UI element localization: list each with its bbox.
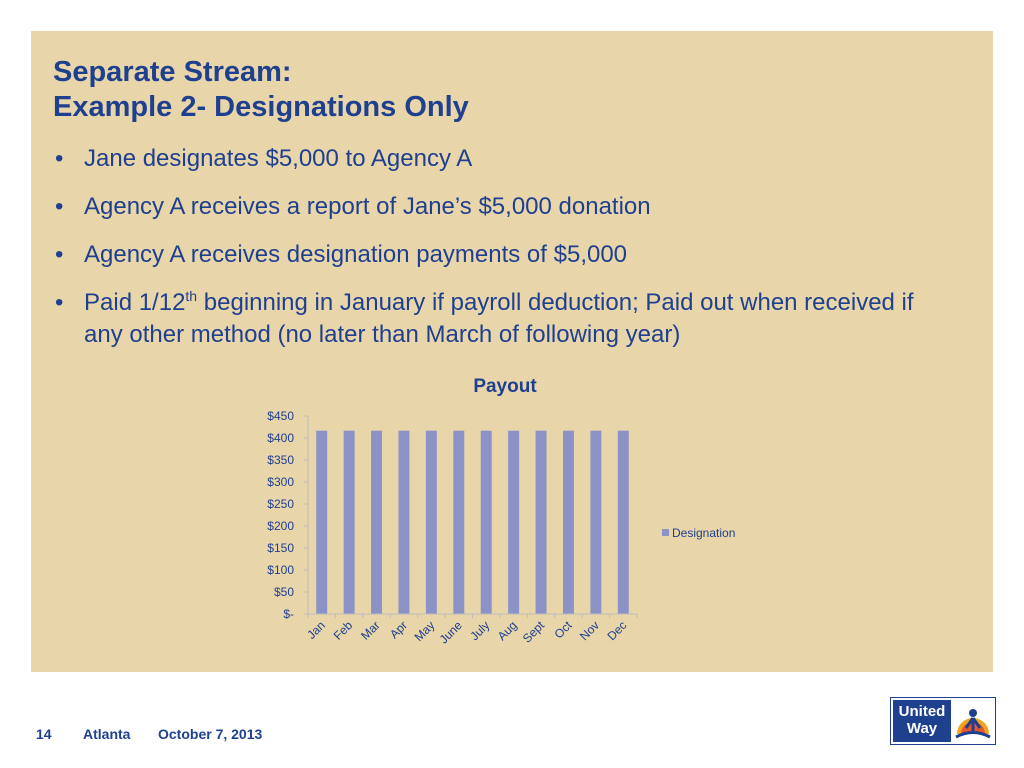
bar (344, 431, 355, 614)
bar (371, 431, 382, 614)
bullet-text: Agency A receives designation payments of $5,000 (84, 241, 628, 268)
x-tick-label: Apr (386, 618, 411, 642)
bars (316, 431, 629, 614)
y-tick-label: $50 (273, 585, 294, 599)
footer-date: October 7, 2013 (158, 726, 263, 742)
x-tick-label: Sept (519, 618, 548, 646)
bar (426, 431, 437, 614)
bullet-superscript: th (185, 288, 198, 304)
title-line-2: Example 2- Designations Only (53, 91, 469, 123)
x-tick-label: Jan (304, 618, 328, 642)
bar (618, 431, 629, 614)
x-tick-label: June (436, 618, 465, 647)
bar (398, 431, 409, 614)
bullet-text-pre: Paid 1/12 (84, 289, 186, 316)
bar (590, 431, 601, 614)
logo-line-2: Way (906, 720, 938, 737)
y-tick-label: $400 (267, 431, 294, 445)
x-tick-label: Nov (577, 618, 602, 644)
x-axis (304, 614, 637, 647)
x-tick-label: Dec (604, 618, 630, 644)
legend-label: Designation (672, 526, 736, 540)
logo-emblem-icon (953, 700, 993, 742)
footer-location: Atlanta (83, 726, 131, 742)
y-tick-label: $300 (267, 475, 294, 489)
y-tick-label: $200 (267, 519, 294, 533)
x-tick-label: Oct (551, 618, 575, 642)
x-tick-label: Mar (358, 618, 383, 643)
bullet-text-post: beginning in January if payroll deduction; Paid out when received if any other method (no later than March of following year) (84, 289, 914, 348)
y-axis (267, 409, 308, 621)
bar (481, 431, 492, 614)
x-tick-label: July (467, 618, 493, 644)
logo-wordmark (893, 700, 951, 742)
page-number: 14 (36, 726, 52, 742)
y-tick-label: $150 (267, 541, 294, 555)
bullet-text: Jane designates $5,000 to Agency A (84, 145, 473, 172)
bullet-text: Agency A receives a report of Jane’s $5,000 donation (84, 193, 651, 220)
legend-swatch (662, 529, 669, 536)
bar (508, 431, 519, 614)
logo-line-1: United (898, 703, 946, 720)
chart-title: Payout (473, 376, 537, 397)
united-way-logo (890, 697, 996, 745)
title-line-1: Separate Stream: (53, 56, 292, 88)
x-tick-label: May (411, 618, 438, 645)
y-tick-label: $- (283, 607, 294, 621)
y-tick-label: $450 (267, 409, 294, 423)
bar (316, 431, 327, 614)
x-tick-label: Aug (494, 618, 520, 644)
bar (453, 431, 464, 614)
bar (536, 431, 547, 614)
y-tick-label: $350 (267, 453, 294, 467)
y-tick-label: $250 (267, 497, 294, 511)
y-tick-label: $100 (267, 563, 294, 577)
bar (563, 431, 574, 614)
x-tick-label: Feb (330, 618, 356, 643)
legend (662, 526, 735, 540)
